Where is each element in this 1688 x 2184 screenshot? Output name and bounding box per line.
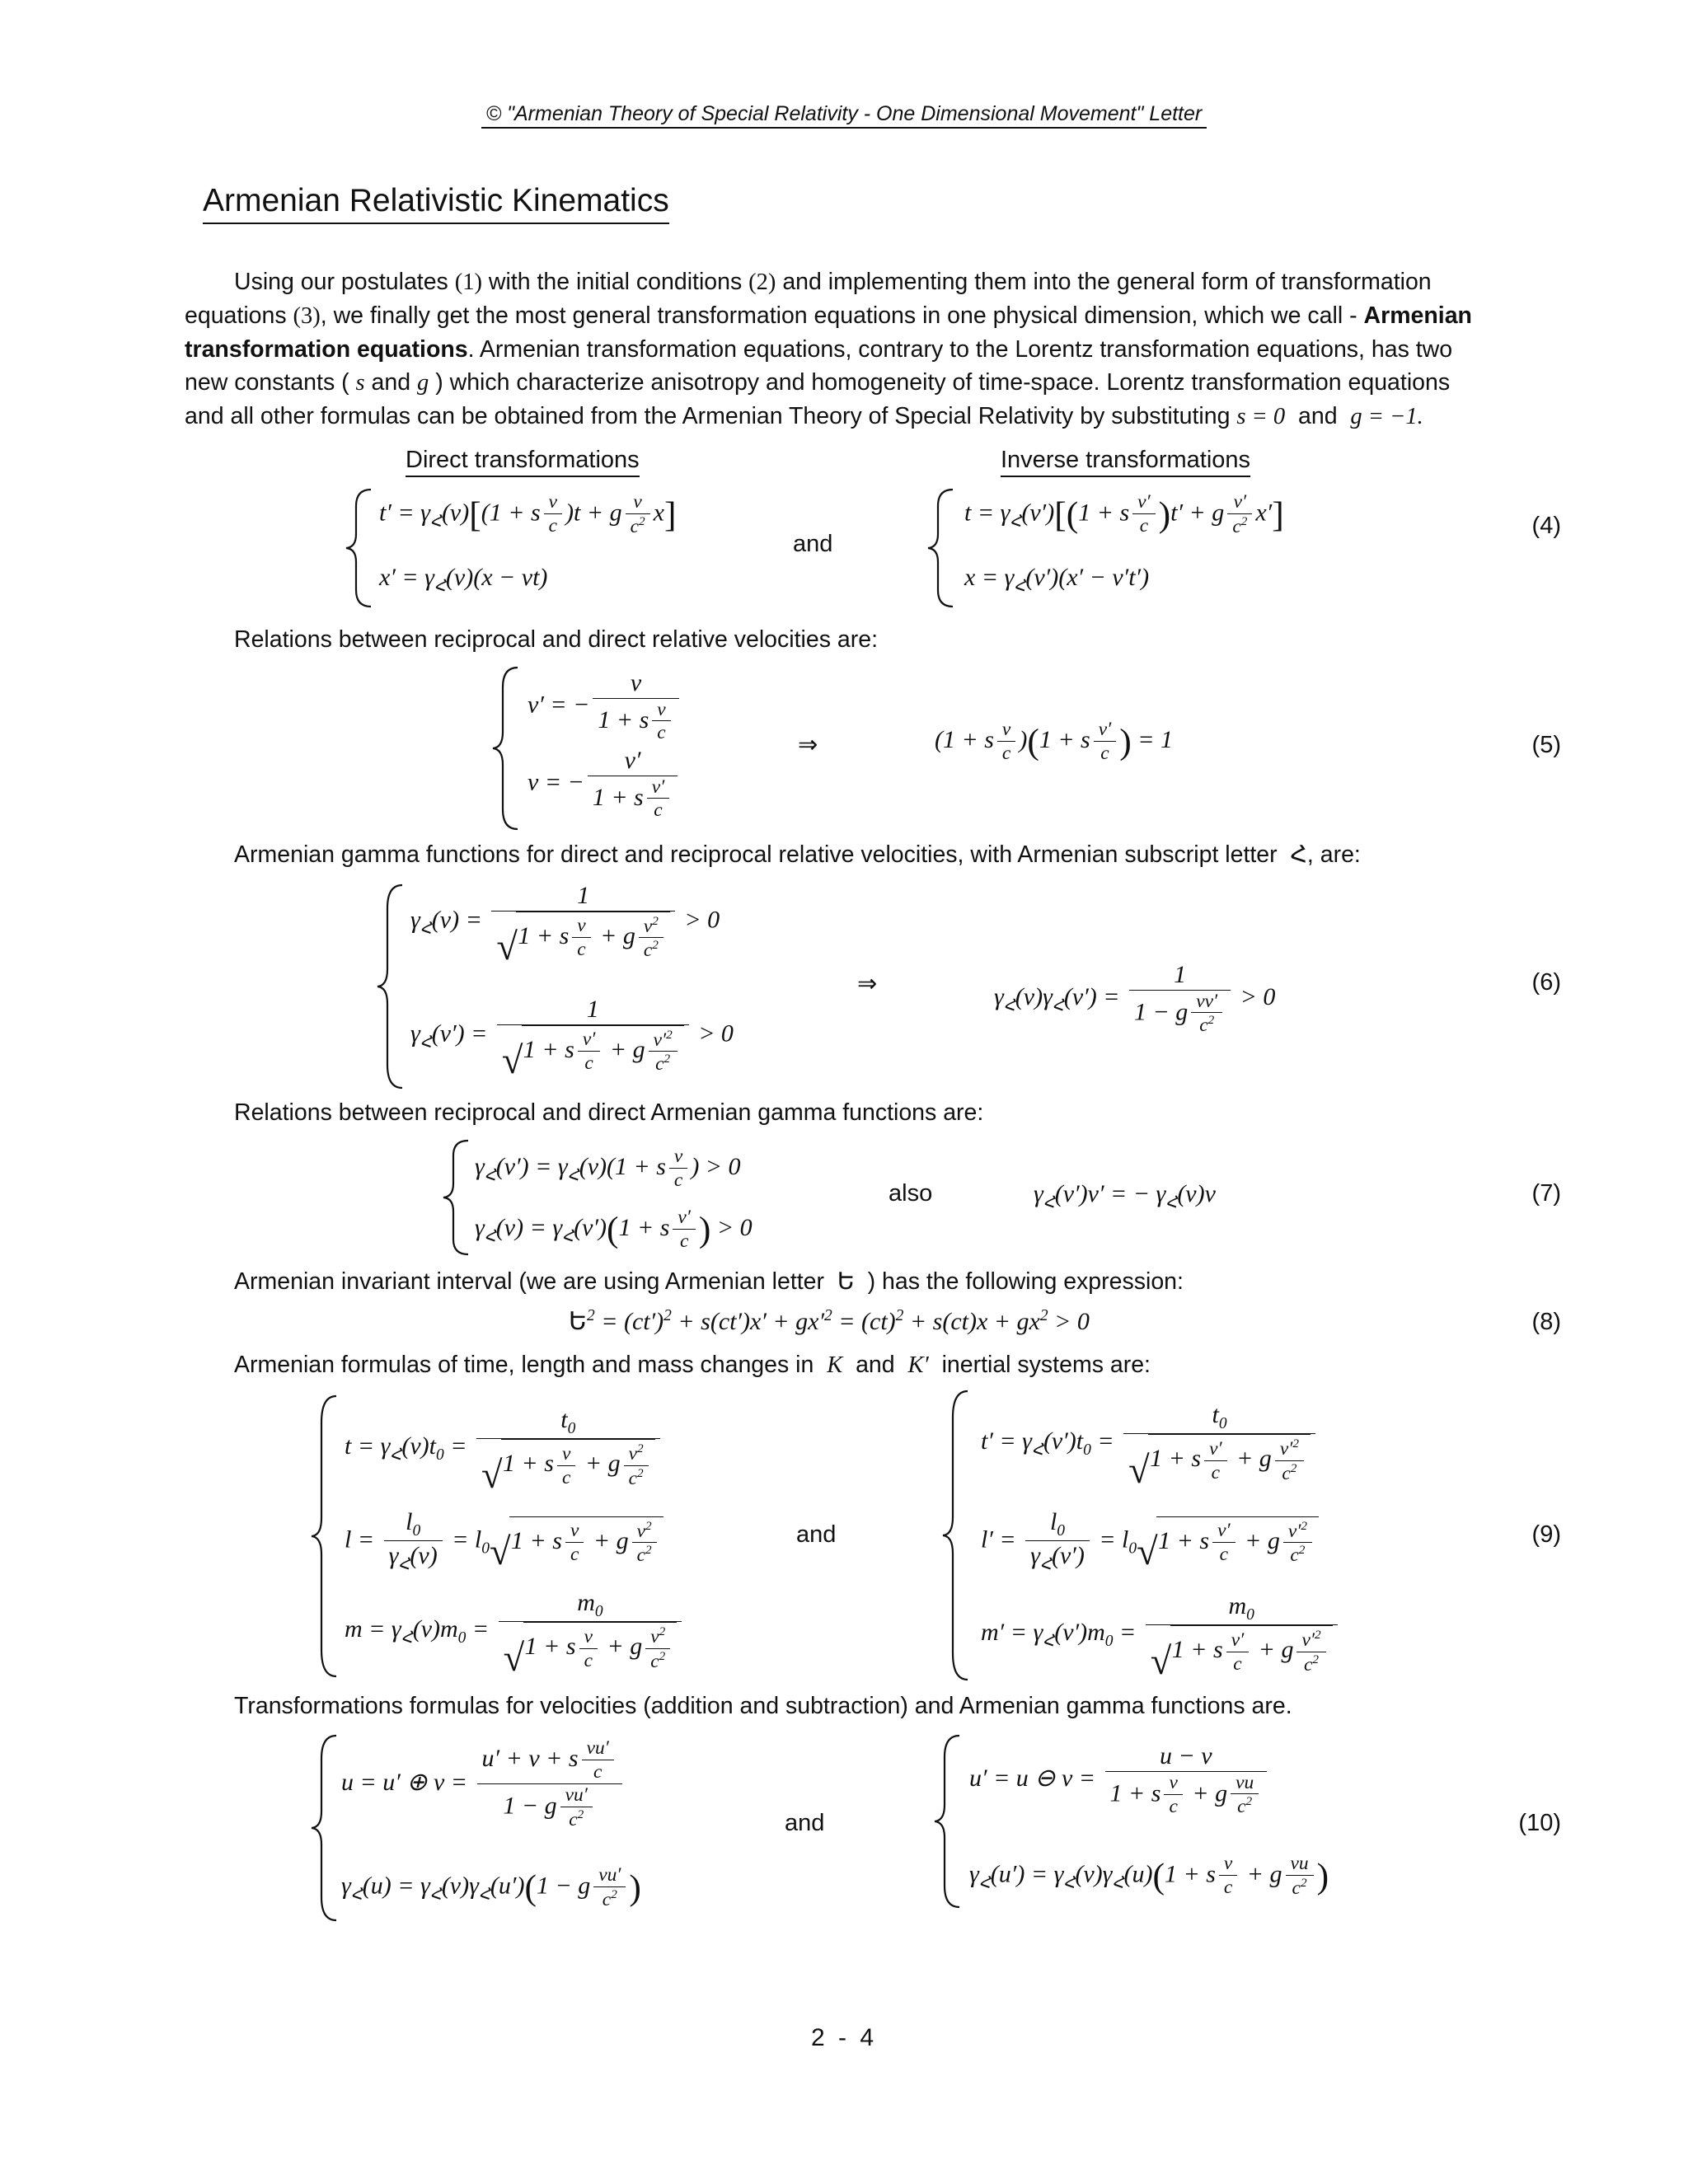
eq8-interval: Ե$^2$ = $(ct')^2 + s(ct')x' + gx'^2 = (ct)^2 + s(ct)x + gx^2 > 0$	[569, 1307, 1090, 1335]
brace-9-left	[310, 1394, 343, 1678]
also-7: also	[889, 1180, 933, 1207]
brace-4-right	[926, 488, 959, 608]
eq6-product: $\gamma_Հ(v)\gamma_Հ(v')$ = 1 1 − g $\frac{vv'}{c^2}$ > 0	[994, 961, 1276, 1037]
brace-7	[442, 1139, 475, 1256]
eq-number-6: (6)	[1531, 969, 1561, 996]
text-eq5: Relations between reciprocal and direct relative velocities are:	[234, 626, 878, 653]
eq9-length-K: l = $\frac{l_0}{\gamma_Հ(v)}$ = $l_0√$ 1 + s $\frac{v}{c}$ + g $\frac{v^2}{c^2}$	[345, 1508, 663, 1575]
header-text: © "Armenian Theory of Special Relativity - One Dimensional Movement" Letter	[481, 102, 1207, 129]
and-9: and	[796, 1521, 837, 1548]
intro-paragraph: Using our postulates (1) with the initial conditions (2) and implementing them into the general form of transformation equations (3), we finally get the most general transformation equations in one physical dimension, which we call - Armenian transformation equations. Armenian transformation equations, contrary to the Lorentz transformation equations, has two new constants ( s and g ) which characterize anisotropy and homogeneity of time-space. Lorentz transformation equations and all other formulas can be obtained from the Armenian Theory of Special Relativity by substituting s = 0 and g = −1.	[185, 269, 1472, 429]
page-number: 2 - 4	[810, 2024, 878, 2051]
brace-9-right	[941, 1390, 974, 1681]
text-eq7: Relations between reciprocal and direct Armenian gamma functions are:	[234, 1099, 984, 1126]
eq6-gamma-v: $\gamma_Հ(v)$ = 1 √ 1 + s $\frac{v}{c}$ + g $\frac{v^2}{c^2}$ > 0	[410, 882, 720, 962]
implies-5: ⇒	[798, 732, 818, 758]
eq4-direct-x: $x' = \gamma_Հ(v)(x - vt)$	[379, 564, 548, 595]
eq10-velocity-subtraction: u′ = u ⊖ v = u − v 1 + s $\frac{v}{c}$ + g $\frac{vu}{c^2}$	[969, 1742, 1270, 1818]
eq6-gamma-vprime: $\gamma_Հ(v')$ = 1 √ 1 + s $\frac{v'}{c}$ + g $\frac{v'^2}{c^2}$ > 0	[410, 996, 734, 1076]
eq-number-4: (4)	[1531, 513, 1561, 539]
eq10-gamma-uprime: $\gamma_Հ(u') = \gamma_Հ(v)\gamma_Հ(u)(1 + s$ $\frac{v}{c}$ + g $\frac{vu}{c^2}$ )	[969, 1853, 1329, 1899]
brace-10-left	[310, 1734, 343, 1922]
page-header	[0, 102, 1688, 126]
eq9-mass-K: $m = \gamma_Հ(v)m_0$ = $m_0$ √ 1 + s $\frac{v}{c}$ + g $\frac{v^2}{c^2}$	[345, 1589, 685, 1673]
text-eq9: Armenian formulas of time, length and mass changes in K and K′ inertial systems are:	[234, 1352, 1151, 1378]
and-4: and	[793, 531, 833, 557]
eq9-length-Kprime: l′ = $\frac{l_0}{\gamma_Հ(v')}$ = $l_0√$ 1 + s $\frac{v'}{c}$ + g $\frac{v'^2}{c^2}$	[981, 1508, 1319, 1575]
direct-transformations-label: Direct transformations	[406, 447, 640, 477]
text-eq8: Armenian invariant interval (we are using Armenian letter Ե ) has the following expression:	[234, 1268, 1184, 1295]
inverse-transformations-label: Inverse transformations	[1001, 447, 1250, 477]
eq7-gamma-vprime: $\gamma_Հ(v') = \gamma_Հ(v)(1 + s$ $\frac{v}{c}$ ) > 0	[475, 1146, 741, 1191]
text-eq10: Transformations formulas for velocities (addition and subtraction) and Armenian gamma functions are.	[234, 1693, 1292, 1719]
eq5-product: (1 + s $\frac{v}{c}$ )(1 + s $\frac{v'}{c}$ ) = 1	[935, 719, 1173, 764]
eq-number-5: (5)	[1531, 732, 1561, 758]
eq-number-9: (9)	[1531, 1521, 1561, 1548]
eq9-time-Kprime: $t' = \gamma_Հ(v')t_0$ = $t_0$ √ 1 + s $\frac{v'}{c}$ + g $\frac{v'^2}{c^2}$	[981, 1401, 1319, 1485]
eq4-direct-t: $t' = \gamma_Հ(v)[(1 + s$ $\frac{v}{c}$ )t + g $\frac{v}{c^2}$ x]	[379, 491, 677, 537]
eq5-v: v = − v′ 1 + s $\frac{v'}{c}$	[528, 747, 681, 822]
and-10: and	[785, 1810, 825, 1836]
brace-6	[376, 883, 409, 1090]
eq9-mass-Kprime: $m' = \gamma_Հ(v')m_0$ = $m_0$ √ 1 + s $\frac{v'}{c}$ + g $\frac{v'^2}{c^2}$	[981, 1592, 1341, 1676]
eq-number-7: (7)	[1531, 1180, 1561, 1207]
eq4-inverse-t: $t = \gamma_Հ(v')[(1 + s$ $\frac{v'}{c}$ )t′ + g $\frac{v'}{c^2}$ x′]	[964, 491, 1284, 537]
eq10-velocity-addition: u = u′ ⊕ v = u′ + v + s $\frac{vu'}{c}$ 1 − g $\frac{vu'}{c^2}$	[341, 1737, 626, 1831]
eq7-gamma-v: $\gamma_Հ(v) = \gamma_Հ(v')(1 + s$ $\frac{v'}{c}$ ) > 0	[475, 1207, 753, 1252]
eq-number-10: (10)	[1518, 1810, 1561, 1836]
implies-6: ⇒	[857, 971, 878, 997]
brace-4-left	[345, 488, 377, 608]
text-eq6: Armenian gamma functions for direct and reciprocal relative velocities, with Armenian subscript letter Հ, are:	[234, 841, 1361, 868]
eq10-gamma-u: $\gamma_Հ(u) = \gamma_Հ(v)\gamma_Հ(u')(1 - g$ $\frac{vu'}{c^2}$ )	[341, 1864, 641, 1910]
section-title: Armenian Relativistic Kinematics	[203, 183, 669, 224]
brace-5	[491, 666, 524, 831]
eq5-vprime: v′ = − v 1 + s $\frac{v}{c}$	[528, 669, 682, 744]
eq7-relation: $\gamma_Հ(v')v'$ = − $\gamma_Հ(v)v$	[1034, 1180, 1216, 1212]
eq9-time-K: $t = \gamma_Հ(v)t_0$ = $t_0$ √ 1 + s $\frac{v}{c}$ + g $\frac{v^2}{c^2}$	[345, 1406, 663, 1490]
brace-10-right	[933, 1734, 966, 1909]
eq4-inverse-x: $x = \gamma_Հ(v')(x' - v't')$	[964, 564, 1150, 595]
eq-number-8: (8)	[1531, 1309, 1561, 1335]
